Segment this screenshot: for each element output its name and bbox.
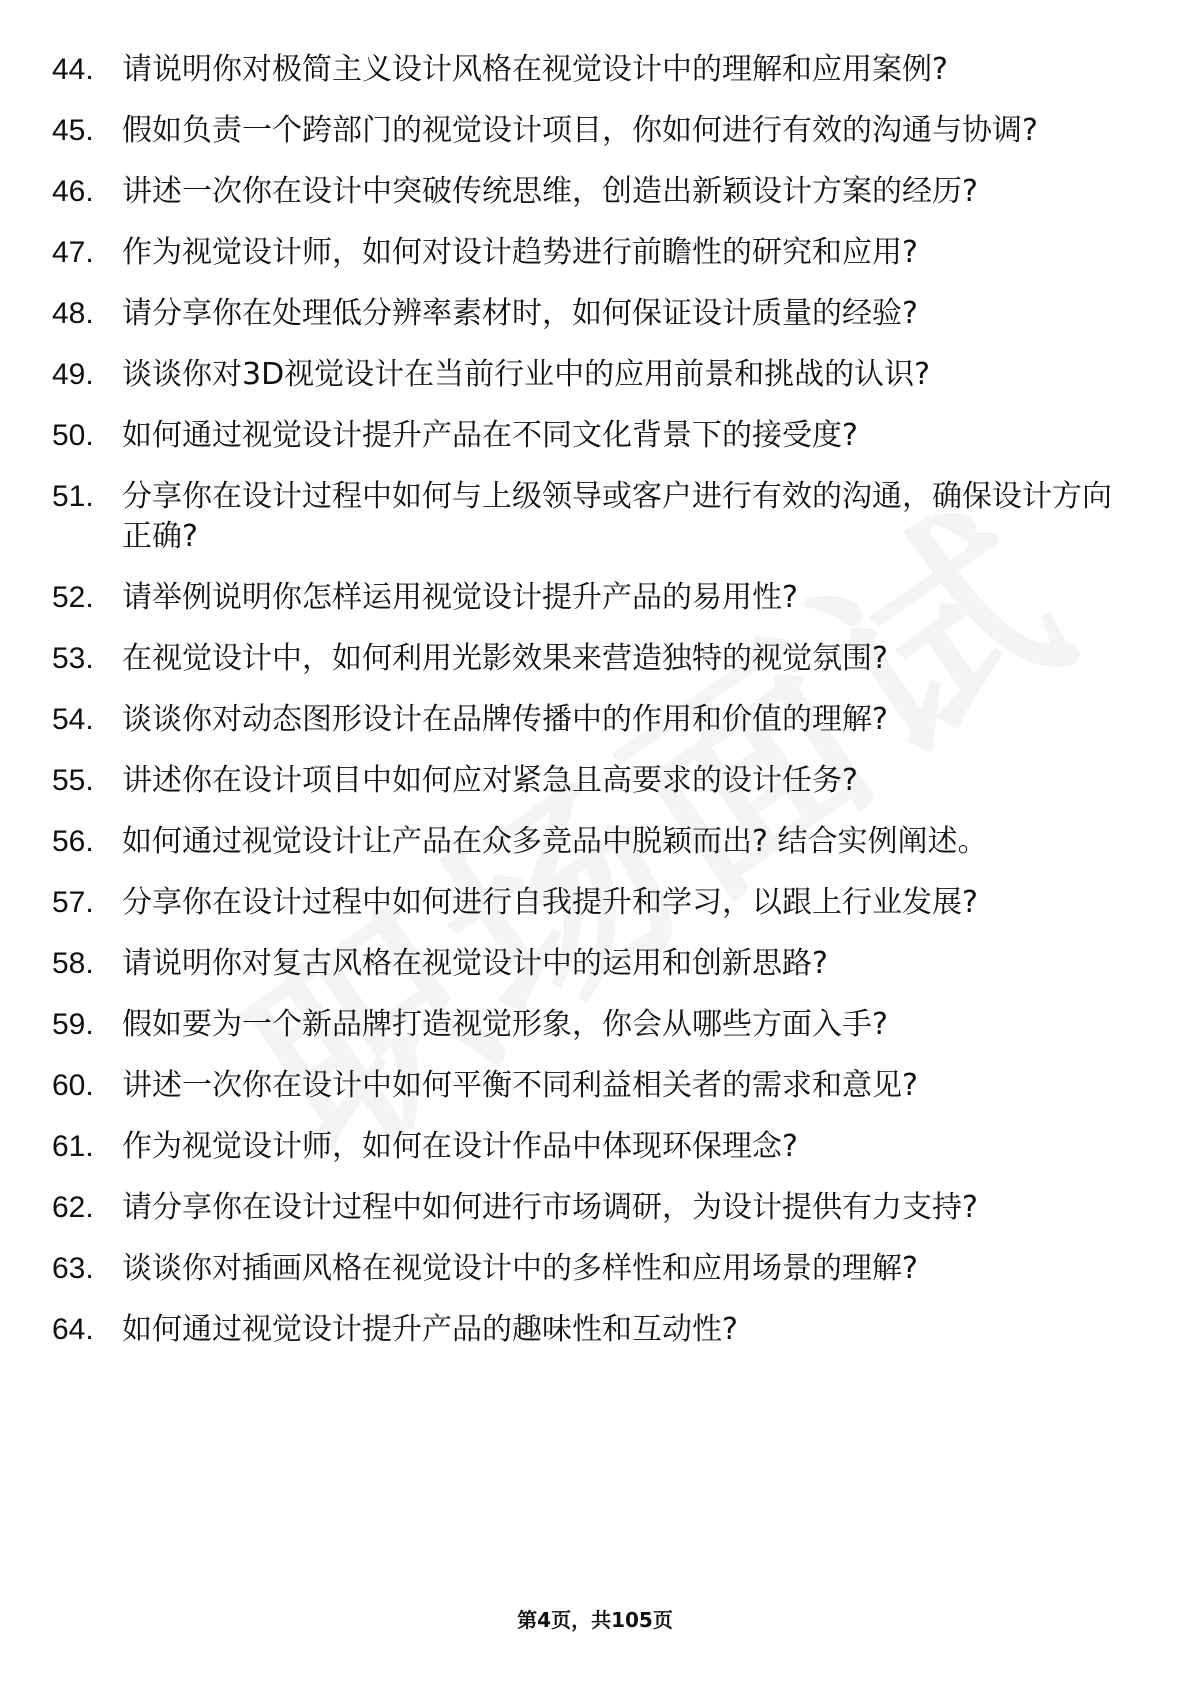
question-text: 讲述你在设计项目中如何应对紧急且高要求的设计任务?	[122, 763, 858, 798]
question-item-59	[52, 1005, 1112, 1045]
question-item-55	[52, 761, 1112, 801]
question-text: 作为视觉设计师，如何对设计趋势进行前瞻性的研究和应用?	[122, 235, 918, 270]
question-item-57	[52, 883, 1112, 923]
question-number: 59.	[52, 1008, 94, 1041]
question-number: 44.	[52, 53, 94, 86]
question-item-58	[52, 944, 1112, 984]
question-number: 47.	[52, 236, 94, 269]
question-text: 请举例说明你怎样运用视觉设计提升产品的易用性?	[122, 580, 798, 615]
question-number: 45.	[52, 114, 94, 147]
question-text: 请分享你在设计过程中如何进行市场调研，为设计提供有力支持?	[122, 1190, 978, 1225]
question-number: 63.	[52, 1252, 94, 1285]
question-number: 55.	[52, 764, 94, 797]
question-item-64	[52, 1310, 1112, 1350]
question-text: 请分享你在处理低分辨率素材时，如何保证设计质量的经验?	[122, 296, 918, 331]
question-number: 57.	[52, 886, 94, 919]
question-text: 如何通过视觉设计提升产品的趣味性和互动性?	[122, 1312, 738, 1347]
question-text: 讲述一次你在设计中突破传统思维，创造出新颖设计方案的经历?	[122, 174, 978, 209]
question-number: 49.	[52, 358, 94, 391]
question-text: 谈谈你对插画风格在视觉设计中的多样性和应用场景的理解?	[122, 1251, 918, 1286]
question-item-53	[52, 639, 1112, 679]
question-item-52	[52, 578, 1112, 618]
question-item-48	[52, 294, 1112, 334]
question-text: 分享你在设计过程中如何进行自我提升和学习，以跟上行业发展?	[122, 885, 978, 920]
question-text: 谈谈你对3D视觉设计在当前行业中的应用前景和挑战的认识?	[122, 357, 931, 392]
question-number: 61.	[52, 1130, 94, 1163]
question-number: 56.	[52, 825, 94, 858]
question-text: 作为视觉设计师，如何在设计作品中体现环保理念?	[122, 1129, 798, 1164]
question-text: 分享你在设计过程中如何与上级领导或客户进行有效的沟通，确保设计方向正确?	[122, 479, 1112, 554]
question-item-51	[52, 477, 1112, 557]
question-item-60	[52, 1066, 1112, 1106]
question-text: 如何通过视觉设计提升产品在不同文化背景下的接受度?	[122, 418, 858, 453]
question-number: 58.	[52, 947, 94, 980]
question-item-62	[52, 1188, 1112, 1228]
question-text: 请说明你对复古风格在视觉设计中的运用和创新思路?	[122, 946, 828, 981]
question-item-50	[52, 416, 1112, 456]
question-item-49	[52, 355, 1112, 395]
question-number: 54.	[52, 703, 94, 736]
question-list	[52, 50, 1112, 1371]
question-item-54	[52, 700, 1112, 740]
question-text: 讲述一次你在设计中如何平衡不同利益相关者的需求和意见?	[122, 1068, 918, 1103]
question-item-56	[52, 822, 1112, 862]
question-text: 谈谈你对动态图形设计在品牌传播中的作用和价值的理解?	[122, 702, 888, 737]
question-number: 51.	[52, 480, 94, 513]
question-number: 60.	[52, 1069, 94, 1102]
question-number: 64.	[52, 1313, 94, 1346]
question-item-44	[52, 50, 1112, 90]
question-number: 46.	[52, 175, 94, 208]
question-text: 假如负责一个跨部门的视觉设计项目，你如何进行有效的沟通与协调?	[122, 113, 1038, 148]
question-text: 请说明你对极简主义设计风格在视觉设计中的理解和应用案例?	[122, 52, 948, 87]
question-item-46	[52, 172, 1112, 212]
question-item-45	[52, 111, 1112, 151]
question-text: 在视觉设计中，如何利用光影效果来营造独特的视觉氛围?	[122, 641, 888, 676]
question-number: 53.	[52, 642, 94, 675]
question-text: 假如要为一个新品牌打造视觉形象，你会从哪些方面入手?	[122, 1007, 888, 1042]
page-footer: 第4页，共105页	[517, 1608, 673, 1632]
question-number: 50.	[52, 419, 94, 452]
question-number: 52.	[52, 581, 94, 614]
question-item-63	[52, 1249, 1112, 1289]
question-number: 48.	[52, 297, 94, 330]
question-item-47	[52, 233, 1112, 273]
question-text: 如何通过视觉设计让产品在众多竞品中脱颖而出? 结合实例阐述。	[122, 824, 988, 859]
question-item-61	[52, 1127, 1112, 1167]
question-number: 62.	[52, 1191, 94, 1224]
